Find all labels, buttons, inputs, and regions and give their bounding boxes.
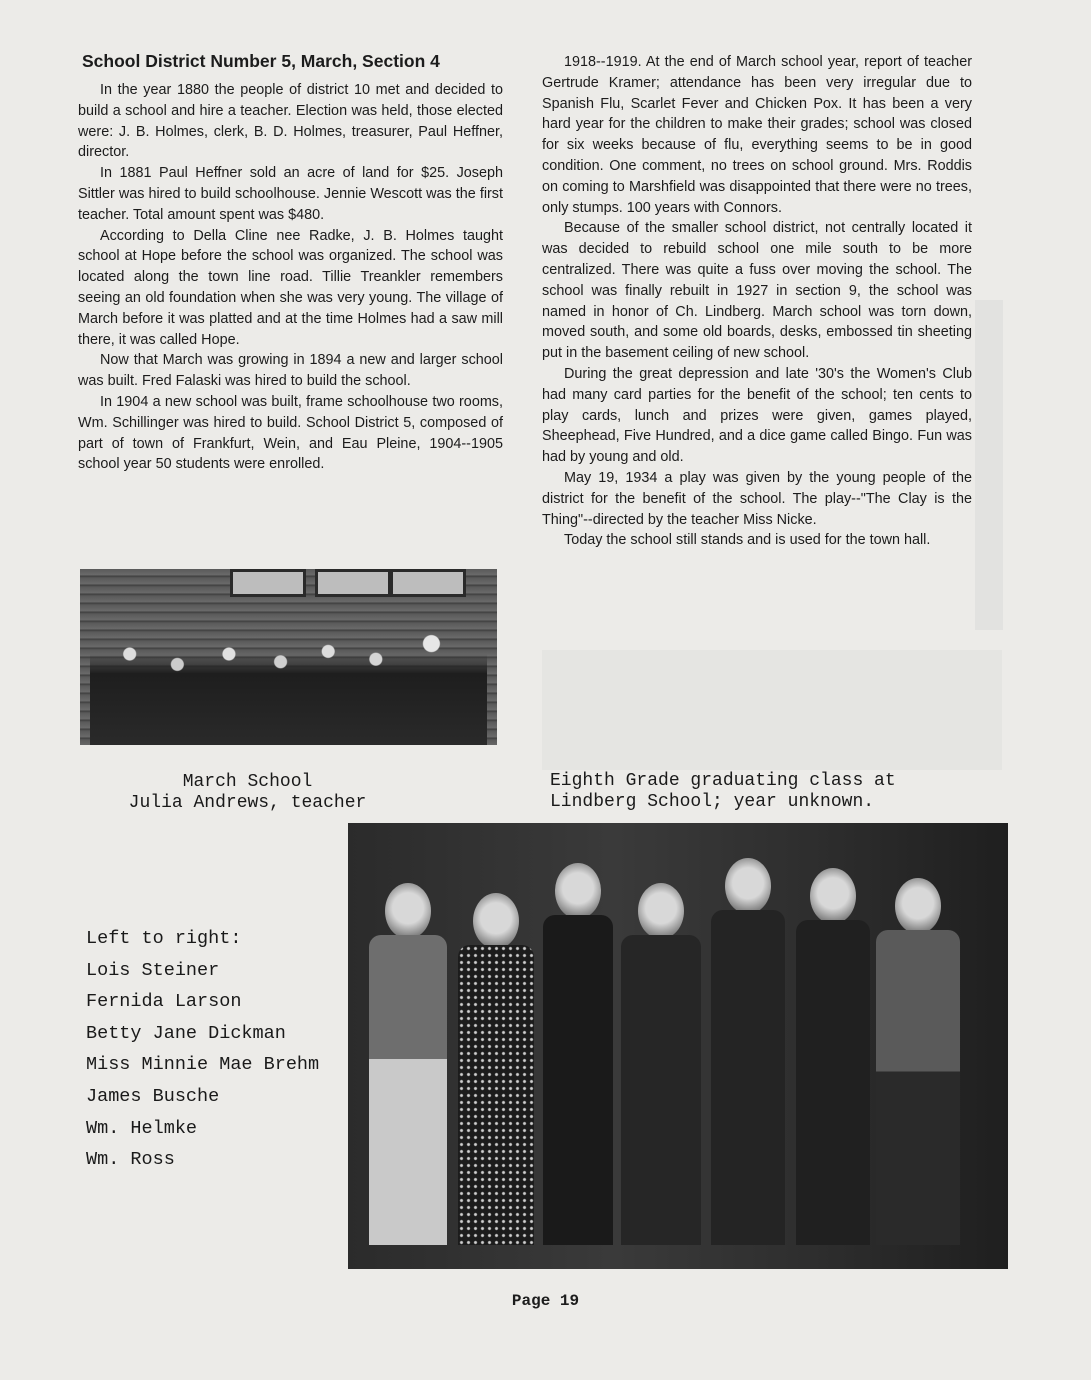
window-shape: [390, 569, 466, 597]
paragraph: Now that March was growing in 1894 a new and larger school was built. Fred Falaski was hired to build the school.: [78, 352, 503, 390]
name-item: Betty Jane Dickman: [86, 1022, 286, 1044]
caption-line: Lindberg School; year unknown.: [550, 792, 875, 812]
name-item: Wm. Ross: [86, 1149, 175, 1171]
paragraph: According to Della Cline nee Radke, J. B. Holmes taught school at Hope before the school was organized. The school was located along the town line road. Tillie Treankler remembers seeing an old foundation when she was very young. The village of March before it was platted and at the time Holmes had a saw mill there, it was called Hope.: [78, 227, 503, 348]
window-shape: [230, 569, 306, 597]
paragraph: During the great depression and late '30's the Women's Club had many card parties for the benefit of the school; ten cents to play cards, lunch and prizes were given, games played, Sheephead, Five Hundred, and a dice game called Bingo. Fun was had by young and old.: [542, 365, 972, 466]
person-figure: [793, 868, 873, 1245]
page-number: Page 19: [511, 1292, 580, 1310]
person-figure: [368, 883, 448, 1245]
left-column: [78, 50, 503, 475]
person-figure: [873, 878, 963, 1245]
person-figure: [456, 893, 536, 1245]
article-title: School District Number 5, March, Section 4: [82, 51, 440, 71]
group-of-students: [90, 615, 487, 745]
paragraph: Because of the smaller school district, not centrally located it was decided to rebuild school one mile south to be more centralized. There was quite a fuss over moving the school. The school was finally rebuilt in 1927 in section 9, the school was named in honor of Ch. Lindberg. March school was torn down, moved south, and some old boards, desks, embossed tin sheeting put in the basement ceiling of new school.: [542, 220, 972, 362]
names-list: [86, 923, 319, 1176]
person-figure: [538, 883, 618, 1245]
paragraph: 1918--1919. At the end of March school year, report of teacher Gertrude Kramer; attendance has been very irregular due to Spanish Flu, Scarlet Fever and Chicken Pox. It has been a very hard year for the children to make their grades; school was closed for six weeks because of flu, everything seems to be in good condition. One comment, no trees on school ground. Mrs. Roddis on coming to Marshfield was disappointed that there were no trees, only stumps. 100 years with Connors.: [542, 54, 972, 216]
bleed-through-block: [542, 650, 1002, 770]
graduating-class-caption: [550, 771, 896, 813]
paragraph: In 1904 a new school was built, frame schoolhouse two rooms, Wm. Schillinger was hired to build. School District 5, composed of part of town of Frankfurt, Wein, and Eau Pleine, 1904--1905 school year 50 students were enrolled.: [78, 393, 503, 473]
person-figure: [616, 883, 706, 1245]
paragraph: May 19, 1934 a play was given by the young people of the district for the benefit of the school. The play--"The Clay is the Thing"--directed by the teacher Miss Nicke.: [542, 469, 972, 528]
person-figure: [708, 888, 788, 1245]
name-item: Miss Minnie Mae Brehm: [86, 1054, 320, 1076]
graduating-class-photo: [348, 823, 1008, 1269]
caption-line: Eighth Grade graduating class at: [550, 771, 896, 791]
march-school-photo: [80, 569, 497, 745]
paragraph: In 1881 Paul Heffner sold an acre of land for $25. Joseph Sittler was hired to build schoolhouse. Jennie Wescott was the first teacher. Total amount spent was $480.: [78, 165, 503, 223]
caption-line: Julia Andrews, teacher: [128, 793, 367, 813]
name-item: Fernida Larson: [86, 991, 242, 1013]
names-heading: Left to right:: [86, 928, 242, 949]
march-school-caption: [105, 772, 390, 814]
caption-line: March School: [182, 772, 313, 792]
name-item: Wm. Helmke: [86, 1117, 198, 1139]
name-item: James Busche: [86, 1085, 220, 1107]
paragraph: In the year 1880 the people of district 10 met and decided to build a school and hire a teacher. Election was held, those elected were: J. B. Holmes, clerk, B. D. Holmes, treasurer, Paul Heffner, director.: [78, 82, 503, 161]
window-shape: [315, 569, 391, 597]
paragraph: Today the school still stands and is used for the town hall.: [564, 532, 931, 549]
right-column: [542, 52, 972, 551]
bleed-through-block: [975, 300, 1003, 630]
name-item: Lois Steiner: [86, 959, 220, 981]
